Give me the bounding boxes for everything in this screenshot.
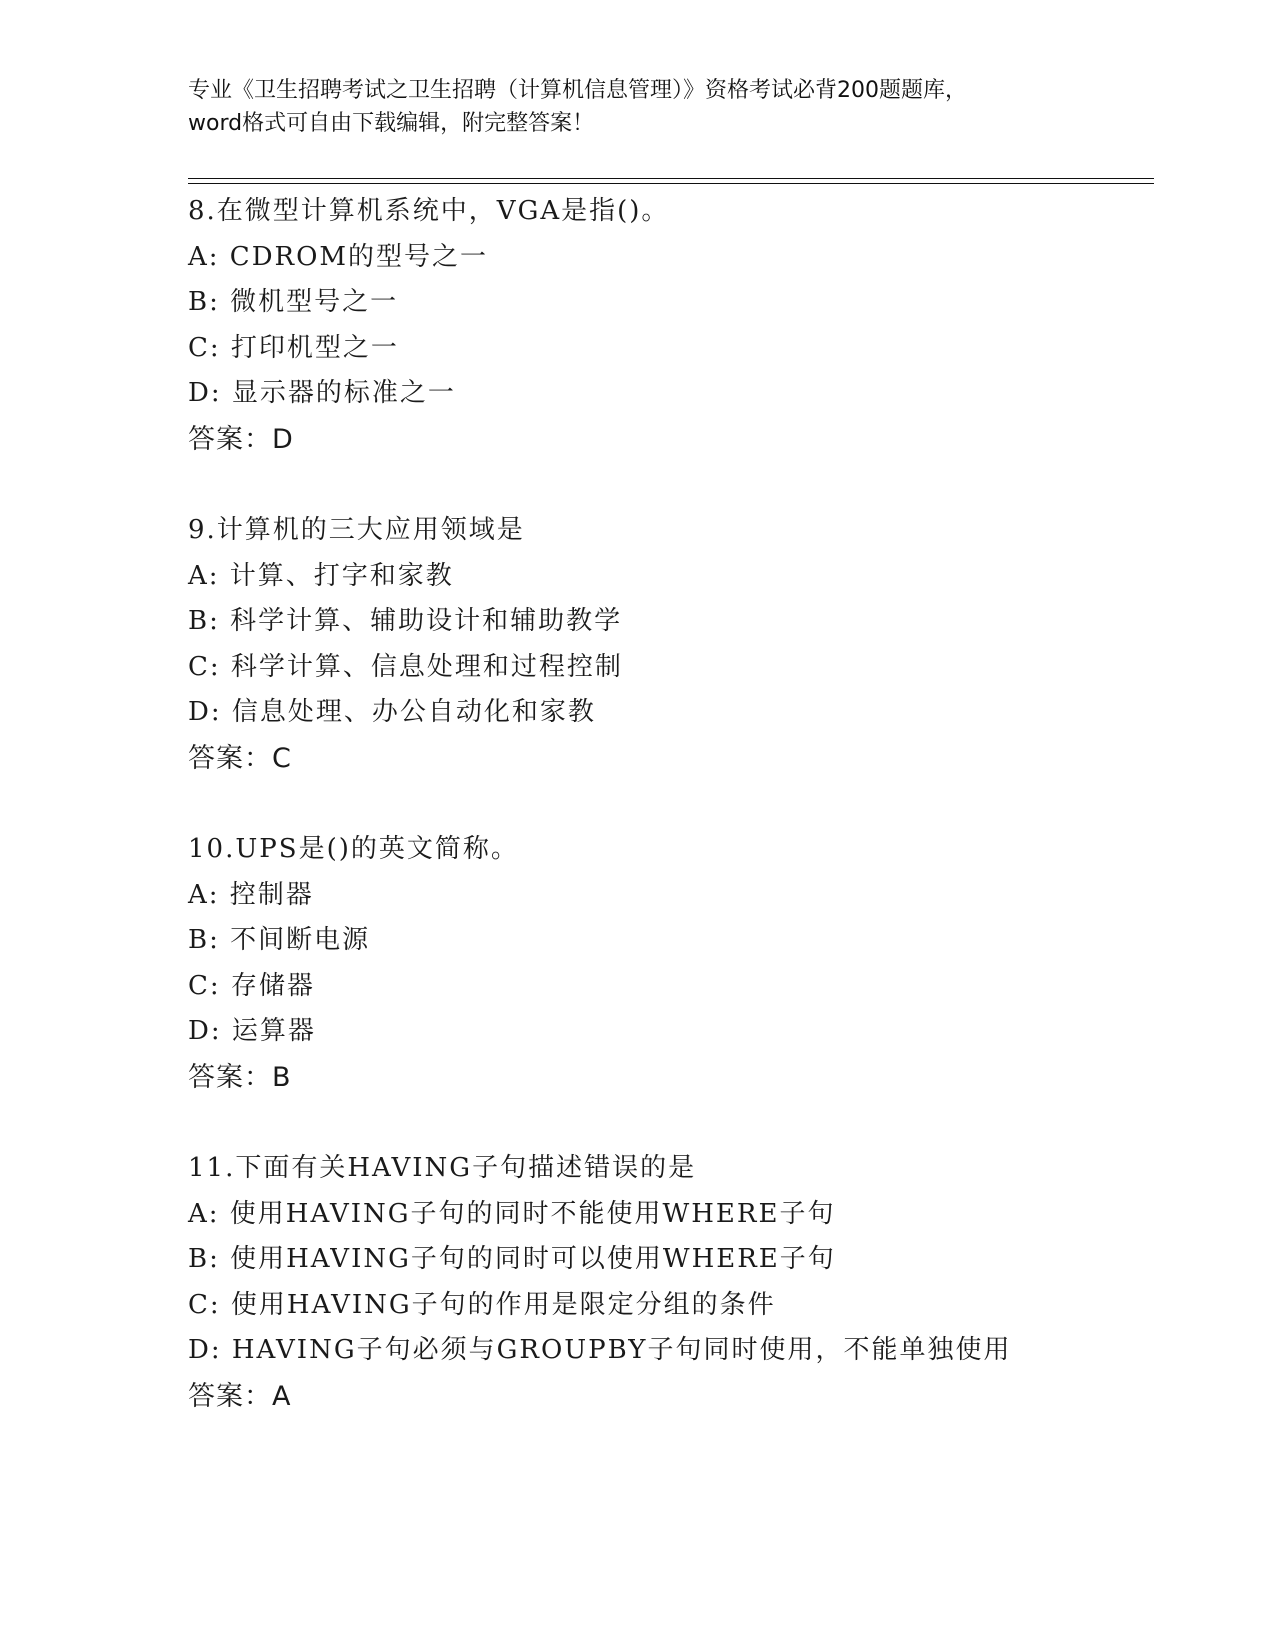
option-a: A: 控制器 [188,879,314,910]
option-d: D: 信息处理、办公自动化和家教 [188,697,596,727]
question-9 [188,508,1168,781]
option-d: D: 显示器的标准之一 [188,378,456,408]
header-divider-bottom [188,183,1154,184]
option-b: B: 不间断电源 [188,925,371,955]
header-line-2: word格式可自由下载编辑，附完整答案！ [188,111,595,136]
option-a: A: 使用HAVING子句的同时不能使用WHERE子句 [188,1198,836,1229]
option-d: D: 运算器 [188,1016,316,1046]
answer-line: 答案：A [188,1380,292,1412]
question-stem: 11.下面有关HAVING子句描述错误的是 [188,1153,697,1183]
option-a: A: 计算、打字和家教 [188,560,454,591]
option-c: C: 存储器 [188,970,315,1001]
question-stem: 8.在微型计算机系统中，VGA是指()。 [188,196,670,226]
answer-line: 答案：B [188,1061,292,1093]
question-stem: 9.计算机的三大应用领域是 [188,515,525,545]
question-11 [188,1146,1168,1419]
question-stem: 10.UPS是()的英文简称。 [188,834,519,864]
header-divider-top [188,178,1154,179]
option-b: B: 科学计算、辅助设计和辅助教学 [188,606,623,636]
option-d: D: HAVING子句必须与GROUPBY子句同时使用，不能单独使用 [188,1335,1012,1365]
document-header [188,74,1088,140]
question-10 [188,827,1168,1100]
answer-line: 答案：D [188,423,294,455]
answer-line: 答案：C [188,742,292,774]
option-c: C: 使用HAVING子句的作用是限定分组的条件 [188,1289,776,1320]
option-b: B: 微机型号之一 [188,287,399,317]
option-c: C: 打印机型之一 [188,332,399,363]
option-b: B: 使用HAVING子句的同时可以使用WHERE子句 [188,1244,836,1274]
question-8 [188,189,1168,462]
option-a: A: CDROM的型号之一 [188,241,489,272]
option-c: C: 科学计算、信息处理和过程控制 [188,651,623,682]
header-line-1: 专业《卫生招聘考试之卫生招聘（计算机信息管理）》资格考试必背200题题库， [188,78,967,103]
